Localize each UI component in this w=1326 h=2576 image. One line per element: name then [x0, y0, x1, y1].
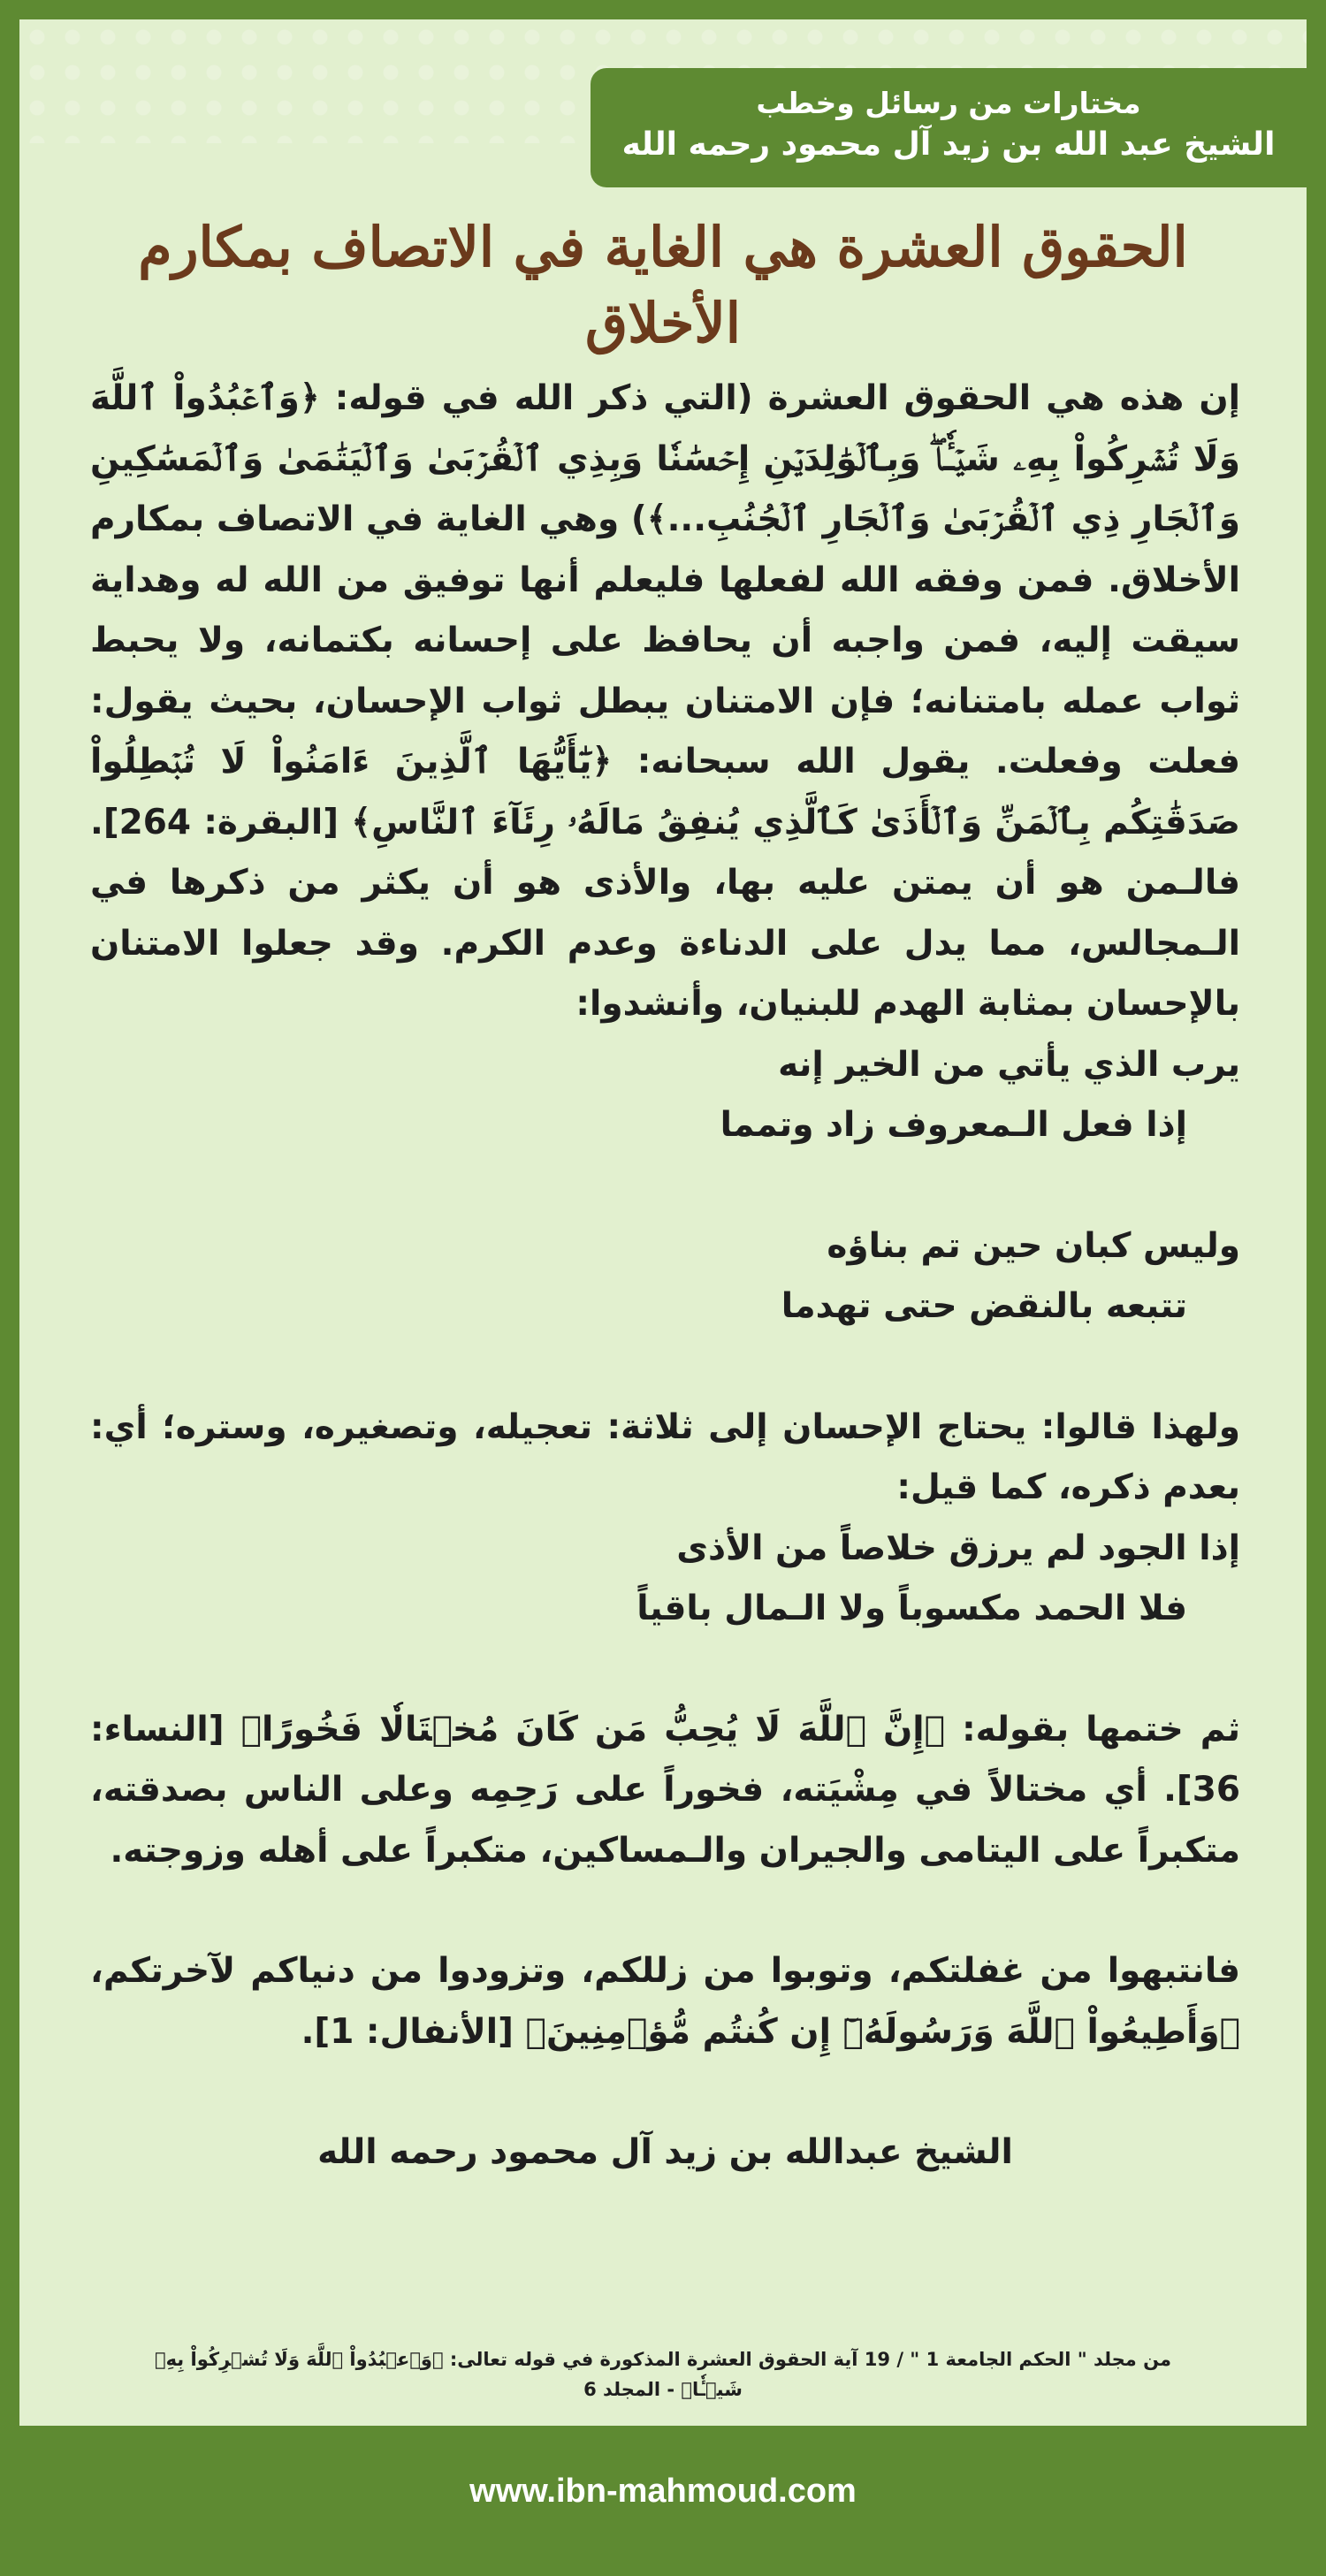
- paragraph-4: فانتبهوا من غفلتكم، وتوبوا من زللكم، وتزودوا من دنياكم لآخرتكم، ﴿وَأَطِيعُواْ ٱللَّهَ وَرَسُولَهُۥٓ إِن كُنتُم مُّؤۡمِنِينَ﴾ [الأنفال: 1].: [90, 1951, 1240, 2052]
- signature: الشيخ عبدالله بن زيد آل محمود رحمه الله: [317, 2132, 1013, 2172]
- paragraph-3: ثم ختمها بقوله: ﴿إِنَّ ٱللَّهَ لَا يُحِبُّ مَن كَانَ مُخۡتَالٗا فَخُورًا﴾ [النساء: 36]. أي مختالاً في مِشْيَته، فخوراً على رَحِمِه وعلى الناس بصدقته، متكبراً على اليتامى والجيران والـمساكين، متكبراً على أهله وزوجته.: [90, 1709, 1240, 1871]
- verse-line: يرب الذي يأتي من الخير إنه: [778, 1044, 1240, 1085]
- page: [19, 19, 1307, 2557]
- verse-line: فلا الحمد مكسوباً ولا الـمال باقياً: [636, 1589, 1187, 1628]
- verse-line: إذا الجود لم يرزق خلاصاً من الأذى: [676, 1528, 1240, 1568]
- article-body: [90, 369, 1240, 2184]
- verse-line: وليس كبان حين تم بناؤه: [827, 1225, 1240, 1266]
- source-citation: من مجلد " الحكم الجامعة 1 " / 19 آية الحقوق العشرة المذكورة في قوله تعالى: ﴿وَٱعۡبُدُواْ ٱللَّهَ وَلَا تُشۡرِكُواْ بِهِۦ شَيۡـٔٗا﴾ - المجلد 6: [154, 2349, 1172, 2400]
- article-title: الحقوق العشرة هي الغاية في الاتصاف بمكارم الأخلاق: [138, 215, 1188, 355]
- verse-line: إذا فعل الـمعروف زاد وتمما: [720, 1105, 1187, 1145]
- series-header: [591, 68, 1307, 187]
- footer-bar: [19, 2426, 1307, 2557]
- paragraph-1: إن هذه هي الحقوق العشرة (التي ذكر الله في قوله: ﴿وَٱعۡبُدُواْ ٱللَّهَ وَلَا تُشۡرِكُواْ بِهِۦ شَيۡـٔٗاۖ وَبِٱلۡوَٰلِدَيۡنِ إِحۡسَٰنٗا وَبِذِي ٱلۡقُرۡبَىٰ وَٱلۡيَتَٰمَىٰ وَٱلۡمَسَٰكِينِ وَٱلۡجَارِ ذِي ٱلۡقُرۡبَىٰ وَٱلۡجَارِ ٱلۡجُنُبِ...﴾) وهي الغاية في الاتصاف بمكارم الأخلاق. فمن وفقه الله لفعلها فليعلم أنها توفيق من الله له وهداية سيقت إليه، فمن واجبه أن يحافظ على إحسانه بكتمانه، ولا يحبط ثواب عمله بامتنانه؛ فإن الامتنان يبطل ثواب الإحسان، بحيث يقول: فعلت وفعلت. يقول الله سبحانه: ﴿يَٰٓأَيُّهَا ٱلَّذِينَ ءَامَنُواْ لَا تُبۡطِلُواْ صَدَقَٰتِكُم بِٱلۡمَنِّ وَٱلۡأَذَىٰ كَٱلَّذِي يُنفِقُ مَالَهُۥ رِئَآءَ ٱلنَّاسِ﴾ [البقرة: 264]. فالـمن هو أن يمتن عليه بها، والأذى هو أن يكثر من ذكرها في الـمجالس، مما يدل على الدناءة وعدم الكرم. وقد جعلوا الامتنان بالإحسان بمثابة الهدم للبنيان، وأنشدوا:: [90, 378, 1240, 1024]
- paragraph-2: ولهذا قالوا: يحتاج الإحسان إلى ثلاثة: تعجيله، وتصغيره، وستره؛ أي: بعدم ذكره، كما قيل:: [90, 1406, 1240, 1507]
- poem-2: [90, 1519, 1240, 1640]
- series-header-line2: الشيخ عبد الله بن زيد آل محمود رحمه الله: [621, 126, 1276, 163]
- poem-1: [90, 1035, 1240, 1338]
- series-header-line1: مختارات من رسائل وخطب: [756, 86, 1141, 120]
- website-link[interactable]: www.ibn-mahmoud.com: [469, 2473, 857, 2510]
- verse-line: تتبعه بالنقض حتى تهدما: [781, 1286, 1187, 1326]
